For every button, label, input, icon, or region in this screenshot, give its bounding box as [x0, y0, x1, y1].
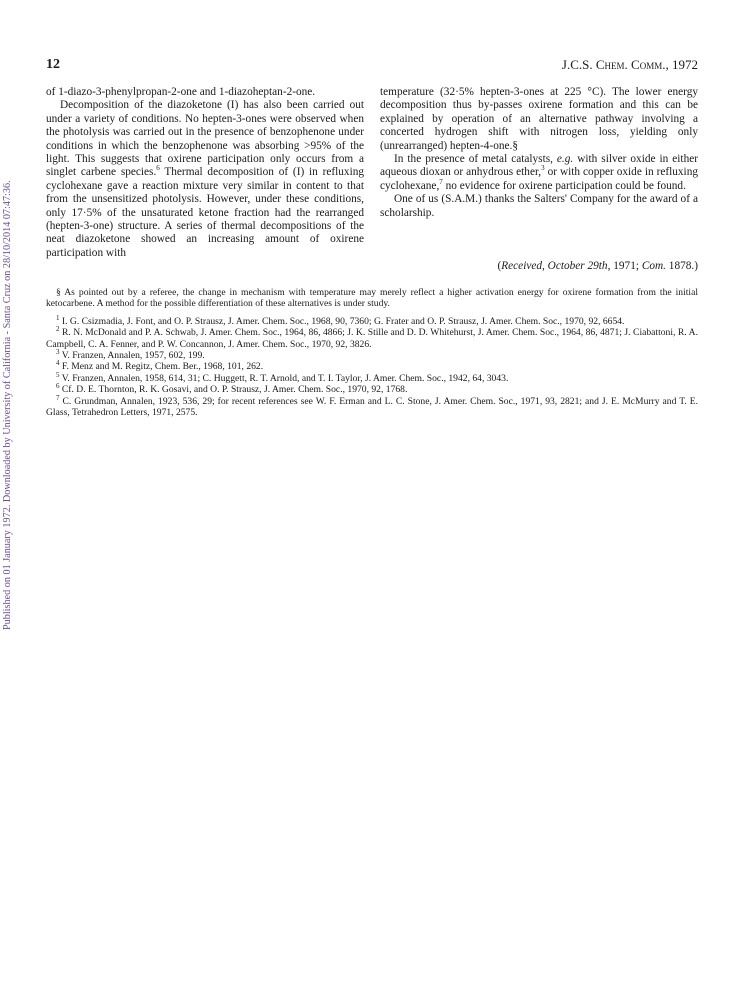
received-text: , 1971; [607, 260, 642, 272]
reference-text: V. Franzen, Annalen, 1958, 614, 31; C. Huggett, R. T. Arnold, and T. I. Taylor, J. Amer. Chem. Soc., 1942, 64, 3043. [59, 372, 509, 384]
received-text: Com. [641, 260, 666, 272]
right-column [380, 86, 698, 220]
reference-number: 4 [56, 359, 60, 368]
reference-3 [46, 347, 698, 362]
journal-running-head [562, 57, 698, 73]
reference-number: 2 [56, 325, 60, 334]
paragraph: temperature (32·5% hepten-3-ones at 225 °C). The lower energy decomposition thus by-passes oxirene formation and this can be explained by operation of an alternative pathway involving a concerted hydrogen shift with nitrogen loss, yielding only (unrearranged) hepten-4-one.§ [380, 86, 698, 152]
reference-marker: 3 [541, 164, 545, 173]
received-text: ( [497, 260, 502, 272]
reference-4 [46, 361, 698, 372]
reference-text: V. Franzen, Annalen, 1957, 602, 199. [59, 350, 205, 362]
reference-number: 7 [56, 393, 60, 402]
left-column [46, 86, 364, 260]
section-footnote: § As pointed out by a referee, the change in mechanism with temperature may merely reflect a higher activation energy for oxirene formation from the initial ketocarbene. A method for the possible differentiation of these alternatives is under study. [46, 287, 698, 310]
paragraph-text: or with copper oxide in refluxing cyclohexane, [380, 166, 698, 192]
footnotes [46, 287, 698, 418]
paragraph-text: In the presence of metal catalysts, [394, 153, 557, 166]
reference-text: F. Menz and M. Regitz, Chem. Ber., 1968, 101, 262. [59, 361, 264, 373]
journal-year: , 1972 [665, 57, 698, 72]
reference-7 [46, 393, 698, 419]
reference-marker: 6 [156, 164, 160, 173]
paragraph [380, 153, 698, 193]
reference-text: I. G. Csizmadia, J. Font, and O. P. Strausz, J. Amer. Chem. Soc., 1968, 90, 7360; G. Frater and O. P. Strausz, J. Amer. Chem. Soc., 1970, 92, 6654. [59, 315, 625, 327]
reference-number: 5 [56, 370, 60, 379]
reference-marker: 7 [439, 178, 443, 187]
paragraph-text: Thermal decomposition of (I) in refluxing cyclohexane gave a reaction mixture very similar in content to that from the unsensitized photolysis. However, under these conditions, only 17·5% of the unsaturated ketone fraction had the rearranged (hepten-3-one) structure. A series of thermal decompositions of the neat diazoketone showed an increasing amount of oxirene participation with [46, 166, 364, 259]
acknowledgement: One of us (S.A.M.) thanks the Salters' Company for the award of a scholarship. [380, 193, 698, 219]
paragraph-text: with silver oxide in either aqueous dioxan or anhydrous ether, [380, 153, 698, 179]
reference-number: 1 [56, 313, 60, 322]
download-watermark-text: Published on 01 January 1972. Downloaded by University of California - Santa Cruz on 28/10/2014 07:47:36. [2, 180, 13, 630]
paragraph: of 1-diazo-3-phenylpropan-2-one and 1-diazoheptan-2-one. [46, 86, 316, 98]
paragraph-text: no evidence for oxirene participation could be found. [442, 179, 686, 192]
reference-number: 6 [56, 382, 60, 391]
italic-text: e.g. [556, 153, 574, 166]
journal-name: Chem. Comm. [595, 57, 666, 72]
journal-prefix: J.C.S. [561, 57, 596, 72]
page-number: 12 [46, 57, 60, 72]
reference-text: Cf. D. E. Thornton, R. K. Gosavi, and O. P. Strausz, J. Amer. Chem. Soc., 1970, 92, 1768. [59, 384, 408, 396]
reference-text: R. N. McDonald and P. A. Schwab, J. Amer. Chem. Soc., 1964, 86, 4866; J. K. Stille and D. D. Whitehurst, J. Amer. Chem. Soc., 1964, 86, 4871; J. Ciabattoni, R. A. Campbell, C. A. Fenner, and P. W. Concannon, J. Amer. Chem. Soc., 1970, 92, 3826. [46, 327, 698, 350]
reference-6 [46, 384, 698, 395]
reference-2 [46, 327, 698, 350]
reference-1 [46, 313, 698, 327]
paragraph [46, 99, 364, 260]
received-date [380, 260, 698, 273]
download-watermark [2, 150, 16, 630]
page-header [46, 57, 698, 77]
paragraph-text: Decomposition of the diazoketone (I) has also been carried out under a variety of conditions. No hepten-3-ones were observed when the photolysis was carried out in the presence of benzophenone under conditions in which the benzophenone was absorbing >95% of the light. This suggests that oxirene participation only occurs from a singlet carbene species. [46, 99, 364, 179]
received-text: 1878.) [665, 260, 698, 272]
received-text: Received, October 29th [501, 260, 608, 272]
reference-text: C. Grundman, Annalen, 1923, 536, 29; for recent references see W. F. Erman and L. C. Stone, J. Amer. Chem. Soc., 1971, 93, 2821; and J. E. McMurry and T. E. Glass, Tetrahedron Letters, 1971, 2575. [46, 395, 698, 419]
reference-5 [46, 370, 698, 384]
reference-number: 3 [56, 347, 60, 356]
